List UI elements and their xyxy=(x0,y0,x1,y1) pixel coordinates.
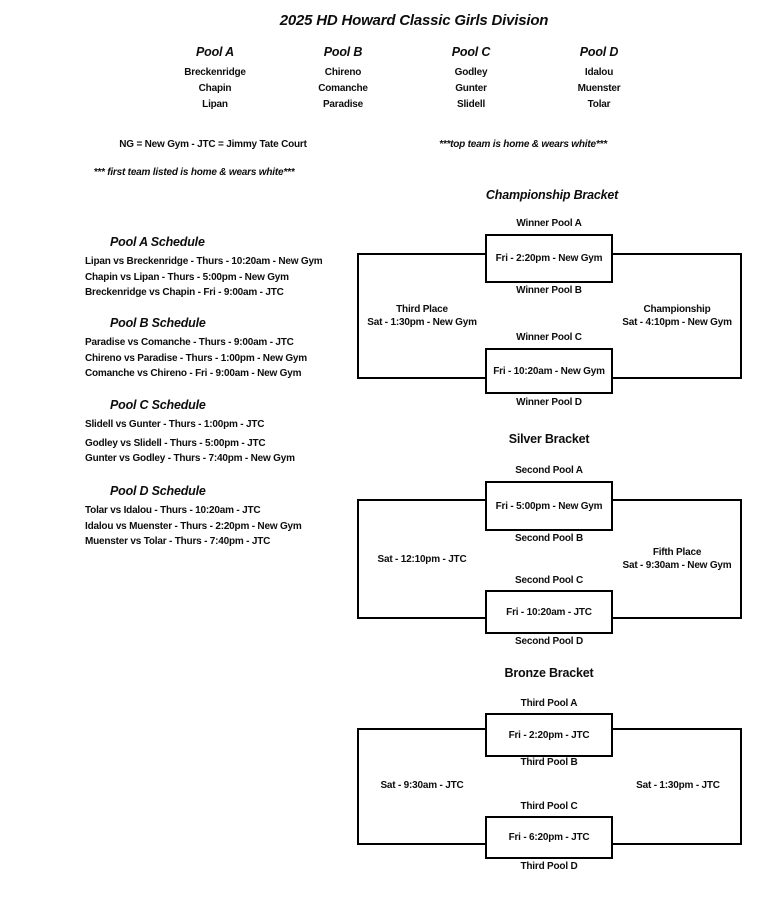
first-team-home-note: *** first team listed is home & wears white*** xyxy=(93,167,295,178)
championship-game-label xyxy=(602,304,752,329)
pool-name: Pool C xyxy=(451,45,491,59)
seed-label: Third Pool C xyxy=(520,801,578,812)
bracket-title: Silver Bracket xyxy=(508,432,590,446)
seed-label: Second Pool A xyxy=(515,465,583,476)
semifinal-game-box: Fri - 2:20pm - New Gym xyxy=(485,234,613,283)
game-label-line: Third Place xyxy=(396,304,448,315)
semifinal-game-box: Fri - 5:00pm - New Gym xyxy=(485,481,613,531)
team-name: Idalou xyxy=(584,67,614,78)
pool-column-c xyxy=(407,45,535,113)
pool-b-schedule xyxy=(85,316,370,382)
game-label-line: Sat - 1:30pm - JTC xyxy=(636,780,720,791)
seed-label: Third Pool A xyxy=(520,698,578,709)
seed-label: Second Pool B xyxy=(515,533,583,544)
schedule-game: Godley vs Slidell - Thurs - 5:00pm - JTC xyxy=(85,437,266,449)
schedule-title: Pool A Schedule xyxy=(110,235,205,249)
schedule-game: Comanche vs Chireno - Fri - 9:00am - New Gym xyxy=(85,368,302,380)
schedule-game: Chireno vs Paradise - Thurs - 1:00pm - New Gym xyxy=(85,352,307,364)
pool-name: Pool A xyxy=(196,45,234,59)
pool-column-b xyxy=(279,45,407,113)
seed-label: Second Pool C xyxy=(515,575,583,586)
team-name: Chapin xyxy=(198,83,232,94)
pool-column-a xyxy=(151,45,279,113)
schedule-game: Muenster vs Tolar - Thurs - 7:40pm - JTC xyxy=(85,536,271,548)
team-name: Gunter xyxy=(455,83,487,94)
team-name: Comanche xyxy=(318,83,368,94)
semifinal-game-box: Fri - 10:20am - JTC xyxy=(485,590,613,634)
schedule-title: Pool B Schedule xyxy=(110,316,206,330)
pool-name: Pool B xyxy=(323,45,363,59)
consolation-game-label xyxy=(603,780,753,793)
bracket-title: Championship Bracket xyxy=(485,188,619,202)
game-label-line: Sat - 9:30am - JTC xyxy=(380,780,464,791)
pool-c-schedule xyxy=(85,398,370,467)
gym-legend-note: NG = New Gym - JTC = Jimmy Tate Court xyxy=(119,139,307,150)
seed-label: Winner Pool C xyxy=(516,332,582,343)
consolation-game-label xyxy=(347,780,497,793)
schedule-game: Tolar vs Idalou - Thurs - 10:20am - JTC xyxy=(85,505,261,516)
top-team-home-note: ***top team is home & wears white*** xyxy=(439,139,607,150)
seed-label: Winner Pool D xyxy=(516,397,582,408)
game-label-line: Championship xyxy=(643,304,711,315)
third-place-game-label xyxy=(347,304,497,329)
pool-column-d xyxy=(535,45,663,113)
bracket-title: Bronze Bracket xyxy=(504,666,594,680)
team-name: Godley xyxy=(454,67,488,78)
schedule-game: Gunter vs Godley - Thurs - 7:40pm - New Gym xyxy=(85,453,295,465)
schedule-game: Breckenridge vs Chapin - Fri - 9:00am - JTC xyxy=(85,287,284,299)
team-name: Slidell xyxy=(456,99,486,110)
seed-label: Winner Pool A xyxy=(516,218,582,229)
schedule-game: Idalou vs Muenster - Thurs - 2:20pm - New Gym xyxy=(85,520,302,532)
consolation-game-label xyxy=(347,554,497,567)
team-name: Paradise xyxy=(322,99,364,110)
fifth-place-game-label xyxy=(602,547,752,572)
team-name: Tolar xyxy=(587,99,611,110)
pool-d-schedule xyxy=(85,484,370,550)
schedule-game: Lipan vs Breckenridge - Thurs - 10:20am - New Gym xyxy=(85,256,323,267)
pools-grid xyxy=(151,45,663,113)
schedule-game: Slidell vs Gunter - Thurs - 1:00pm - JTC xyxy=(85,419,265,430)
game-label-line: Sat - 12:10pm - JTC xyxy=(377,554,467,565)
team-name: Lipan xyxy=(202,99,228,110)
seed-label: Third Pool B xyxy=(520,757,578,768)
seed-label: Second Pool D xyxy=(515,636,583,647)
team-name: Chireno xyxy=(324,67,362,78)
pool-name: Pool D xyxy=(579,45,619,59)
game-label-line: Sat - 4:10pm - New Gym xyxy=(622,316,732,328)
game-label-line: Sat - 9:30am - New Gym xyxy=(622,559,732,571)
semifinal-game-box: Fri - 6:20pm - JTC xyxy=(485,816,613,859)
game-label-line: Fifth Place xyxy=(652,547,702,558)
team-name: Breckenridge xyxy=(184,67,246,78)
seed-label: Third Pool D xyxy=(520,861,578,872)
team-name: Muenster xyxy=(577,83,621,94)
seed-label: Winner Pool B xyxy=(516,285,582,296)
schedule-title: Pool D Schedule xyxy=(110,484,206,498)
semifinal-game-box: Fri - 2:20pm - JTC xyxy=(485,713,613,757)
semifinal-game-box: Fri - 10:20am - New Gym xyxy=(485,348,613,394)
schedule-title: Pool C Schedule xyxy=(110,398,206,412)
schedule-game: Paradise vs Comanche - Thurs - 9:00am - JTC xyxy=(85,337,294,348)
page-title: 2025 HD Howard Classic Girls Division xyxy=(279,12,549,29)
schedule-game: Chapin vs Lipan - Thurs - 5:00pm - New Gym xyxy=(85,271,289,283)
game-label-line: Sat - 1:30pm - New Gym xyxy=(367,316,477,328)
pool-a-schedule xyxy=(85,235,370,301)
